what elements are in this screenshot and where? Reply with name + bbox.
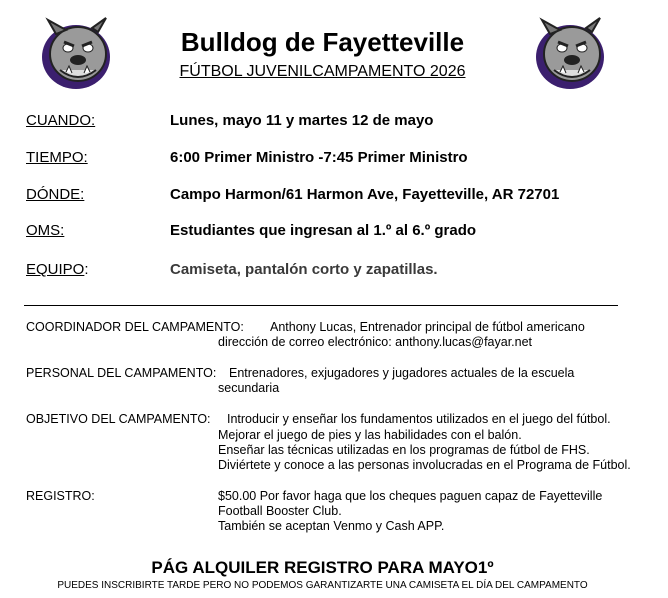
time-label: TIEMPO: (26, 149, 88, 166)
registration-line: También se aceptan Venmo y Cash APP. (218, 519, 445, 533)
equipment-label-group (26, 261, 89, 278)
staff-label: PERSONAL DEL CAMPAMENTO: (26, 366, 217, 380)
who-value: Estudiantes que ingresan al 1.º al 6.º grado (170, 222, 477, 239)
registration-line: Football Booster Club. (218, 504, 342, 518)
objective-line: Introducir y enseñar los fundamentos utilizados en el juego del fútbol. (227, 412, 611, 426)
equipment-label: EQUIPO (26, 261, 85, 278)
objective-label: OBJETIVO DEL CAMPAMENTO: (26, 412, 211, 426)
objective-line: Enseñar las técnicas utilizadas en los programas de fútbol de FHS. (218, 443, 590, 457)
objective-line: Mejorar el juego de pies y las habilidades con el balón. (218, 428, 522, 442)
when-label: CUANDO: (26, 112, 96, 129)
coordinator-email: dirección de correo electrónico: anthony.lucas@fayar.net (218, 335, 533, 349)
divider (24, 305, 618, 306)
coordinator-name: Anthony Lucas, Entrenador principal de fútbol americano (270, 320, 585, 334)
when-value: Lunes, mayo 11 y martes 12 de mayo (170, 112, 434, 129)
registration-label: REGISTRO: (26, 489, 95, 503)
page-title: Bulldog de Fayetteville (180, 27, 465, 57)
equipment-value: Camiseta, pantalón corto y zapatillas. (170, 261, 438, 278)
page-subtitle: FÚTBOL JUVENILCAMPAMENTO 2026 (179, 63, 466, 80)
registration-line: $50.00 Por favor haga que los cheques paguen capaz de Fayetteville (218, 489, 603, 503)
coordinator-label: COORDINADOR DEL CAMPAMENTO: (26, 320, 244, 334)
staff-line1: Entrenadores, exjugadores y jugadores actuales de la escuela (229, 366, 575, 380)
objective-line: Diviértete y conoce a las personas involucradas en el Programa de Fútbol. (218, 458, 631, 472)
who-label: OMS: (26, 222, 65, 239)
where-label: DÓNDE: (26, 186, 85, 203)
where-value: Campo Harmon/61 Harmon Ave, Fayetteville, AR 72701 (170, 186, 560, 203)
staff-line2: secundaria (218, 381, 280, 395)
registration-deadline: PÁG ALQUILER REGISTRO PARA MAYO1º (151, 558, 494, 577)
late-registration-note: PUEDES INSCRIBIRTE TARDE PERO NO PODEMOS GARANTIZARTE UNA CAMISETA EL DÍA DEL CAMPAMENTO (57, 580, 588, 591)
time-value: 6:00 Primer Ministro -7:45 Primer Ministro (170, 149, 468, 166)
equipment-colon: : (84, 261, 89, 278)
